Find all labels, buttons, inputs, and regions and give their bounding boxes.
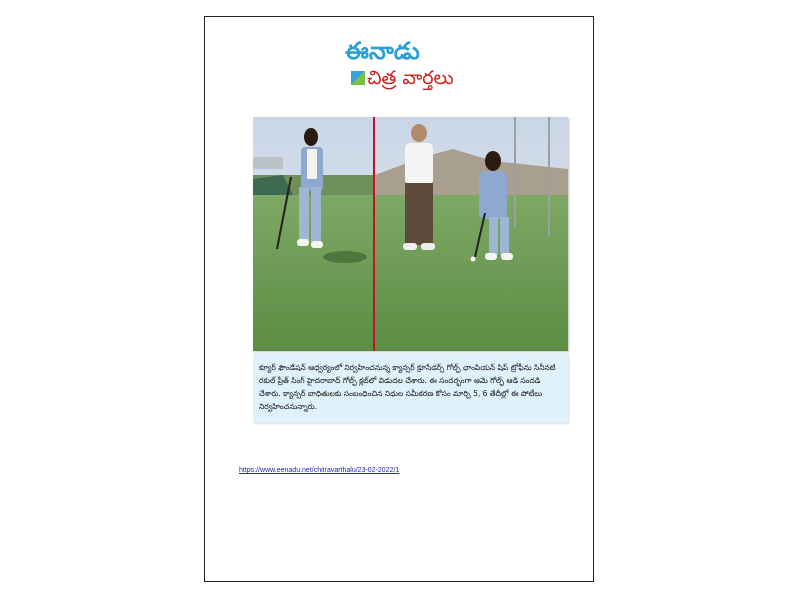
brand-logo: ఈనాడు	[345, 37, 420, 65]
section-title-text: చిత్ర వార్తలు	[367, 67, 454, 89]
section-title	[351, 67, 454, 94]
left-photo-panel	[253, 117, 373, 351]
document-page	[204, 16, 594, 582]
source-link[interactable]: https://www.eenadu.net/chitravarthalu/23-02-2022/1	[239, 467, 400, 474]
masthead	[345, 37, 485, 97]
right-photo-panel	[375, 117, 568, 351]
panel-divider	[373, 117, 375, 351]
news-caption: క్యూర్ ఫౌండేషన్ ఆధ్వర్యంలో నిర్వహించనున్న క్యాన్సర్ క్రూసేడర్స్ గోల్ఫ్ ఛాంపియన్ షిప్ ట్రోఫీను సినీనటి రకుల్ ప్రీత్ సింగ్ హైదరాబాద్ గోల్ఫ్ క్లబ్‌లో విడుదల చేశారు. ఈ సందర్భంగా ఆమె గోల్ఫ్ ఆడి సందడి చేశారు. క్యాన్సర్ బాధితులకు సంబంధించిన నిధుల సమీకరణ కోసం మార్చి 5, 6 తేదీల్లో ఈ పోటీలు నిర్వహించనున్నారు.	[253, 353, 568, 423]
news-photo	[253, 117, 568, 351]
section-logo-icon	[351, 71, 365, 85]
news-photo-image	[253, 117, 568, 351]
